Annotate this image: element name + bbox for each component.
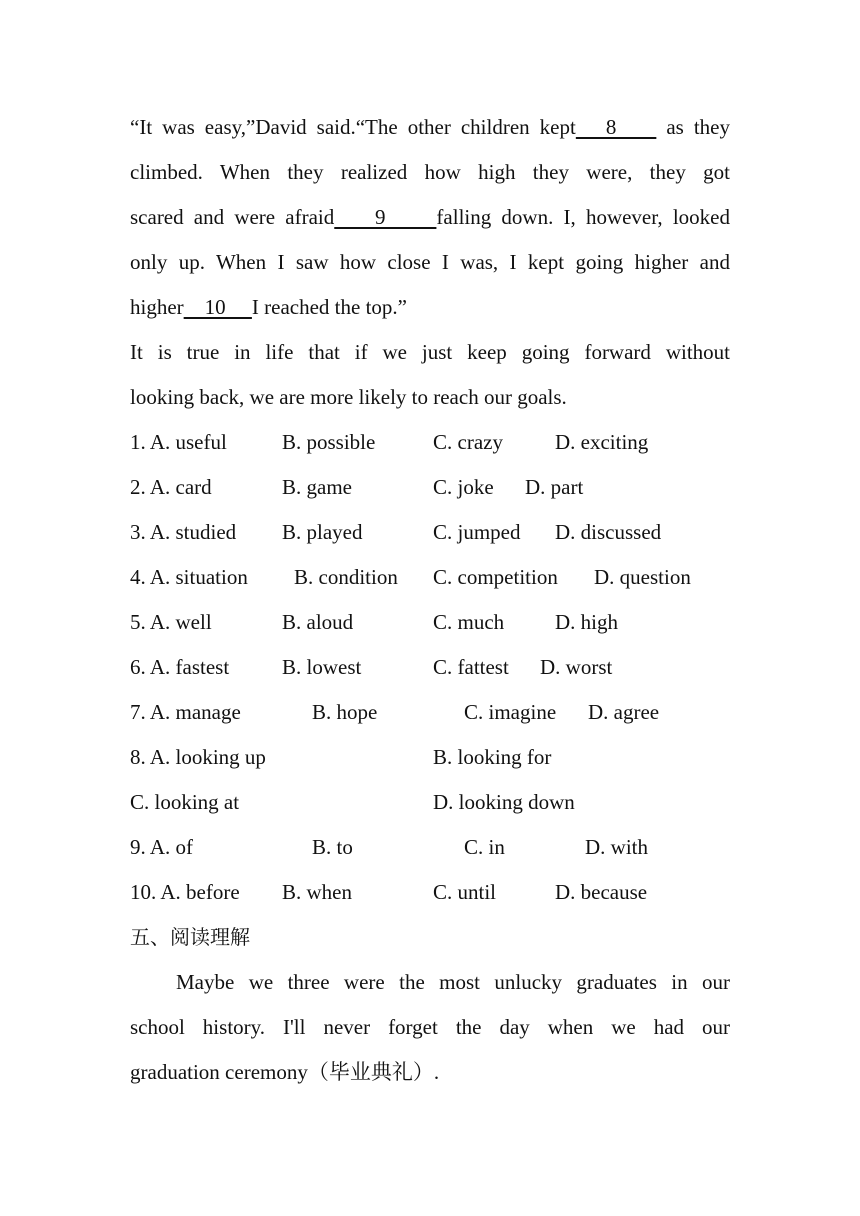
- reading-line: Maybe we three were the most unlucky graduates in our: [176, 970, 730, 994]
- question-option: 9. A. of: [130, 835, 193, 859]
- closing-line: looking back, we are more likely to reach our goals.: [130, 385, 567, 409]
- passage-text: as they: [656, 115, 730, 139]
- question-option: C. joke: [433, 475, 494, 499]
- question-option: D. exciting: [555, 430, 649, 454]
- question-option: C. imagine: [464, 700, 557, 724]
- question-option: B. possible: [282, 430, 376, 454]
- question-option: C. much: [433, 610, 505, 634]
- question-option: B. game: [282, 475, 352, 499]
- question-option: 5. A. well: [130, 610, 212, 634]
- question-row: [130, 870, 730, 915]
- question-row: [130, 600, 730, 645]
- question-option: 1. A. useful: [130, 430, 227, 454]
- question-option: B. aloud: [282, 610, 354, 634]
- question-option: B. lowest: [282, 655, 362, 679]
- blank-8: 8: [575, 115, 657, 139]
- question-option: D. with: [585, 835, 648, 859]
- passage-line: only up. When I saw how close I was, I kept going higher and: [130, 250, 730, 274]
- question-row: [130, 645, 730, 690]
- question-option: D. worst: [540, 655, 613, 679]
- question-option: 2. A. card: [130, 475, 212, 499]
- reading-line: graduation ceremony（毕业典礼）.: [130, 1060, 440, 1084]
- question-row: [130, 780, 730, 825]
- question-row: [130, 735, 730, 780]
- passage-text: “It was easy,”David said.“The other children kept: [130, 115, 576, 139]
- question-option: C. crazy: [433, 430, 503, 454]
- closing-line: It is true in life that if we just keep going forward without: [130, 340, 730, 364]
- question-option: D. part: [525, 475, 584, 499]
- question-option: C. until: [433, 880, 497, 904]
- passage-text: scared and were afraid: [130, 205, 335, 229]
- passage-line: [130, 285, 730, 330]
- question-option: 7. A. manage: [130, 700, 241, 724]
- blank-10: 10: [183, 295, 252, 319]
- passage-line: [130, 195, 730, 240]
- reading-line: school history. I'll never forget the day when we had our: [130, 1015, 730, 1039]
- passage-line: [130, 105, 730, 150]
- question-option: 3. A. studied: [130, 520, 237, 544]
- question-row: [130, 465, 730, 510]
- question-option: 6. A. fastest: [130, 655, 230, 679]
- question-option: D. high: [555, 610, 618, 634]
- section-title: 五、阅读理解: [130, 925, 250, 949]
- question-row: [130, 555, 730, 600]
- question-option: C. competition: [433, 565, 558, 589]
- passage-text: I reached the top.”: [251, 295, 407, 319]
- passage-text: falling down. I, however, looked: [436, 205, 730, 229]
- question-option: D. discussed: [555, 520, 662, 544]
- question-option: D. question: [594, 565, 691, 589]
- blank-9: 9: [334, 205, 437, 229]
- question-option: C. fattest: [433, 655, 509, 679]
- question-option: 10. A. before: [130, 880, 240, 904]
- document-page: [130, 105, 730, 1095]
- question-option: B. played: [282, 520, 363, 544]
- question-row: [130, 420, 730, 465]
- question-option: B. condition: [294, 565, 398, 589]
- question-option: C. in: [464, 835, 505, 859]
- question-option: B. looking for: [433, 745, 552, 769]
- question-option: B. when: [282, 880, 352, 904]
- question-option: D. agree: [588, 700, 660, 724]
- passage-text: higher: [130, 295, 184, 319]
- question-option: B. hope: [312, 700, 378, 724]
- question-row: [130, 825, 730, 870]
- question-option: D. because: [555, 880, 648, 904]
- passage-line: climbed. When they realized how high they were, they got: [130, 160, 730, 184]
- question-option: B. to: [312, 835, 353, 859]
- question-option: 8. A. looking up: [130, 745, 266, 769]
- question-option: C. looking at: [130, 790, 240, 814]
- question-option: D. looking down: [433, 790, 575, 814]
- question-row: [130, 690, 730, 735]
- question-option: C. jumped: [433, 520, 521, 544]
- question-row: [130, 510, 730, 555]
- question-option: 4. A. situation: [130, 565, 248, 589]
